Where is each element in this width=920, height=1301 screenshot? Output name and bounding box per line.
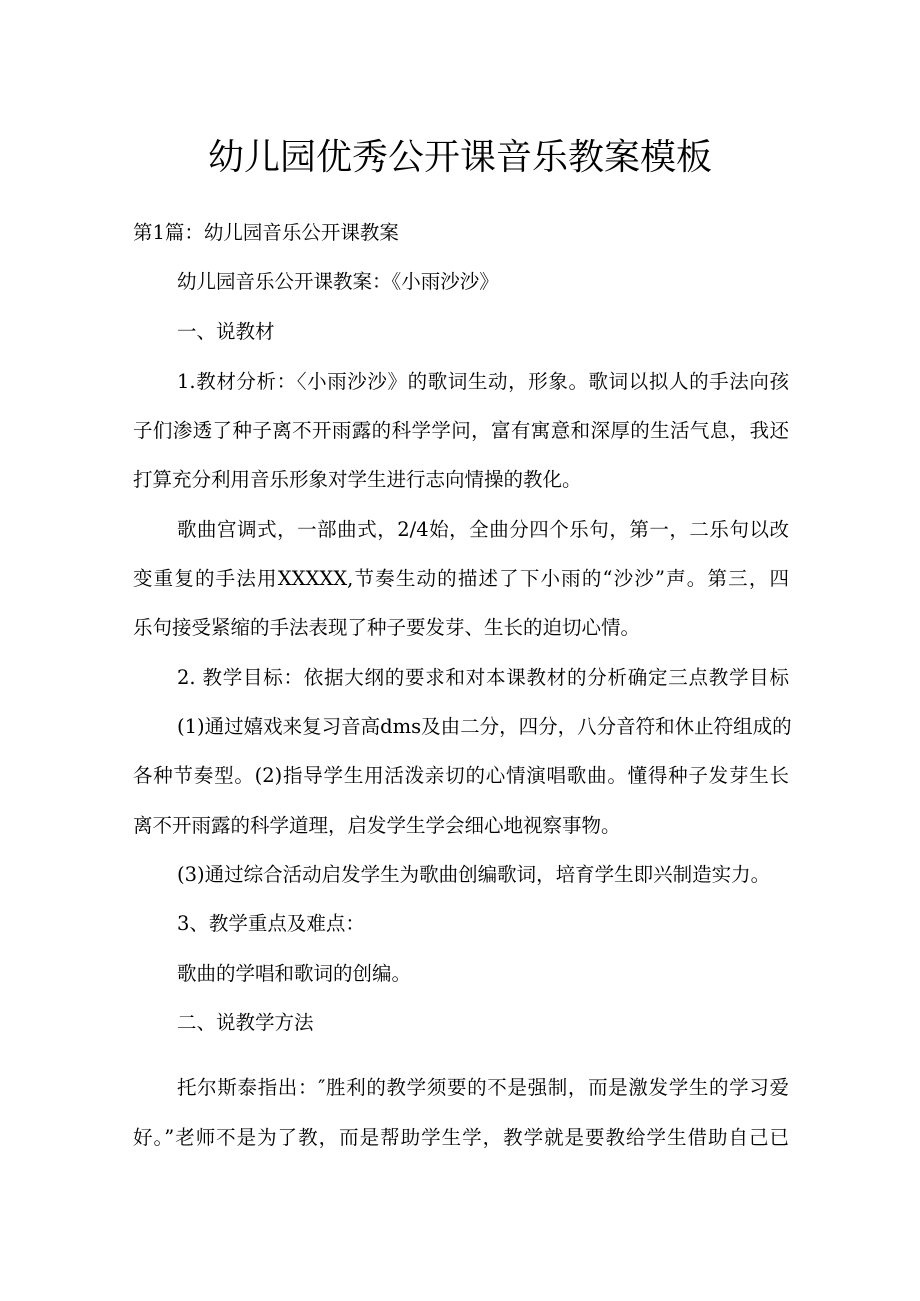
paragraph-line: 歌曲宫调式，一部曲式，2/4始，全曲分四个乐句，第一，二乐句以改 xyxy=(177,518,789,541)
paragraph-line: 子们渗透了种子离不开雨露的科学学问，富有寓意和深厚的生活气息，我还 xyxy=(133,419,789,442)
paragraph-line: 各种节奏型。(2)指导学生用活泼亲切的心情演唱歌曲。懂得种子发芽生长 xyxy=(133,764,789,787)
paragraph-line: (3)通过综合活动启发学生为歌曲创编歌词，培育学生即兴制造实力。 xyxy=(177,863,771,886)
paragraph-line: 1.教材分析：〈小雨沙沙》的歌词生动，形象。歌词以拟人的手法向孩 xyxy=(177,370,789,393)
section-heading-part-1: 第1篇：幼儿园音乐公开课教案 xyxy=(133,221,399,244)
heading-key-points: 3、教学重点及难点： xyxy=(177,912,365,935)
paragraph-line: 打算充分利用音乐形象对学生进行志向情操的教化。 xyxy=(133,468,582,491)
lesson-plan-title: 幼儿园音乐公开课教案：《小雨沙沙》 xyxy=(177,270,499,293)
heading-teaching-material: 一、说教材 xyxy=(177,320,275,343)
paragraph-line: 歌曲的学唱和歌词的创编。 xyxy=(177,962,412,985)
heading-teaching-method: 二、说教学方法 xyxy=(177,1011,314,1034)
paragraph-line: 变重复的手法用XXXXX,节奏生动的描述了下小雨的“沙沙”声。第三，四 xyxy=(133,567,789,590)
paragraph-line: 2. 教学目标：依据大纲的要求和对本课教材的分析确定三点教学目标 xyxy=(177,666,789,689)
paragraph-line: (1)通过嬉戏来复习音高dms及由二分，四分，八分音符和休止符组成的 xyxy=(177,715,792,738)
paragraph-line: 乐句接受紧缩的手法表现了种子要发芽、生长的迫切心情。 xyxy=(133,616,641,639)
document-title: 幼儿园优秀公开课音乐教案模板 xyxy=(207,137,712,178)
paragraph-line: 托尔斯泰指出：″胜利的教学须要的不是强制，而是激发学生的学习爱 xyxy=(177,1076,789,1099)
paragraph-line: 离不开雨露的科学道理，启发学生学会细心地视察事物。 xyxy=(133,814,621,837)
paragraph-line: 好。”老师不是为了教，而是帮助学生学，教学就是要教给学生借助自己已 xyxy=(133,1126,789,1149)
